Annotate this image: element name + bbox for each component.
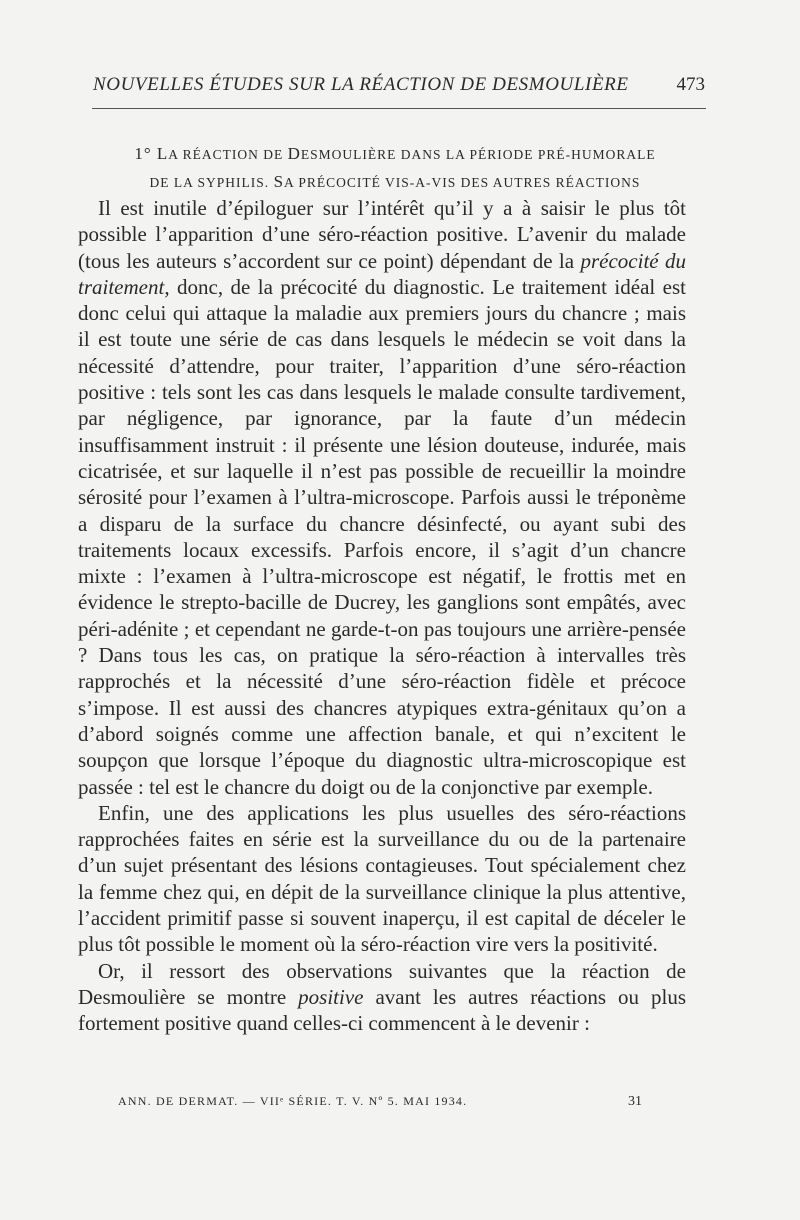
page-number: 473 [676, 74, 705, 95]
emphasis-precocite: précocité du traitement [78, 248, 686, 299]
running-title: NOUVELLES ÉTUDES SUR LA RÉACTION DE DESMOULIÈRE [93, 74, 629, 95]
paragraph-2: Enfin, une des applications les plus usuelles des séro-réactions rapprochées faites en série est la surveillance du ou de la partenaire d’un sujet présentant des lésions contagieuses. Tout spécialement chez la femme chez qui, en dépit de la surveillance clinique la plus attentive, l’accident primitif passe si souvent inaperçu, il est capital de déceler le plus tôt possible le moment où la séro-réaction vire vers la positivité. [78, 800, 686, 957]
emphasis-positive: positive [298, 984, 364, 1009]
header-rule [92, 108, 706, 109]
footer [118, 1094, 642, 1109]
signature-number: 31 [628, 1094, 642, 1109]
paragraph-1: Il est inutile d’épiloguer sur l’intérêt qu’il y a à saisir le plus tôt possible l’apparition d’une séro-réaction positive. L’avenir du malade (tous les auteurs s’accordent sur ce point) dépendant de la précocité du traitement, donc, de la précocité du diagnostic. Le traitement idéal est donc celui qui attaque la maladie aux premiers jours du chancre ; mais il est toute une série de cas dans lesquels le médecin se voit dans la nécessité d’attendre, pour traiter, l’apparition d’une séro-réaction positive : tels sont les cas dans lesquels le malade consulte tardivement, par négligence, par ignorance, par la faute d’un médecin insuffisamment instruit : il présente une lésion douteuse, indurée, mais cicatrisée, et sur laquelle il n’est pas possible de recueillir la moindre sérosité pour l’examen à l’ultra-microscope. Parfois aussi le tréponème a disparu de la surface du chancre désinfecté, ou ayant subi des traitements locaux excessifs. Parfois encore, il s’agit d’un chancre mixte : l’examen à l’ultra-microscope est négatif, le frottis met en évidence le strepto-bacille de Ducrey, les ganglions sont empâtés, avec péri-adénite ; et cependant ne garde-t-on pas toujours une arrière-pensée ? Dans tous les cas, on pratique la séro-réaction à intervalles très rapprochés et la nécessité d’une séro-réaction fidèle et précoce s’impose. Il est aussi des chancres atypiques extra-génitaux qu’on a d’abord soignés comme une affection banale, et qui n’excitent le soupçon que lorsque l’époque du diagnostic ultra-microscopique est passée : tel est le chancre du doigt ou de la conjonctive par exemple. [78, 196, 686, 799]
section-title-line-2: DE LA SYPHILIS. SA PRÉCOCITÉ VIS-A-VIS DES AUTRES RÉACTIONS [149, 172, 641, 191]
body-text [78, 195, 686, 1037]
journal-reference: ANN. DE DERMAT. — VIIᵉ SÉRIE. T. V. Nº 5. MAI 1934. [118, 1094, 468, 1108]
section-title [80, 140, 710, 196]
running-head [93, 74, 705, 96]
section-number: 1° [134, 144, 152, 163]
paragraph-3: Or, il ressort des observations suivantes que la réaction de Desmoulière se montre positive avant les autres réactions ou plus fortement positive quand celles-ci commencent à le devenir : [78, 958, 686, 1036]
section-title-line-1: 1° LA RÉACTION DE DESMOULIÈRE DANS LA PÉRIODE PRÉ-HUMORALE [134, 144, 656, 163]
